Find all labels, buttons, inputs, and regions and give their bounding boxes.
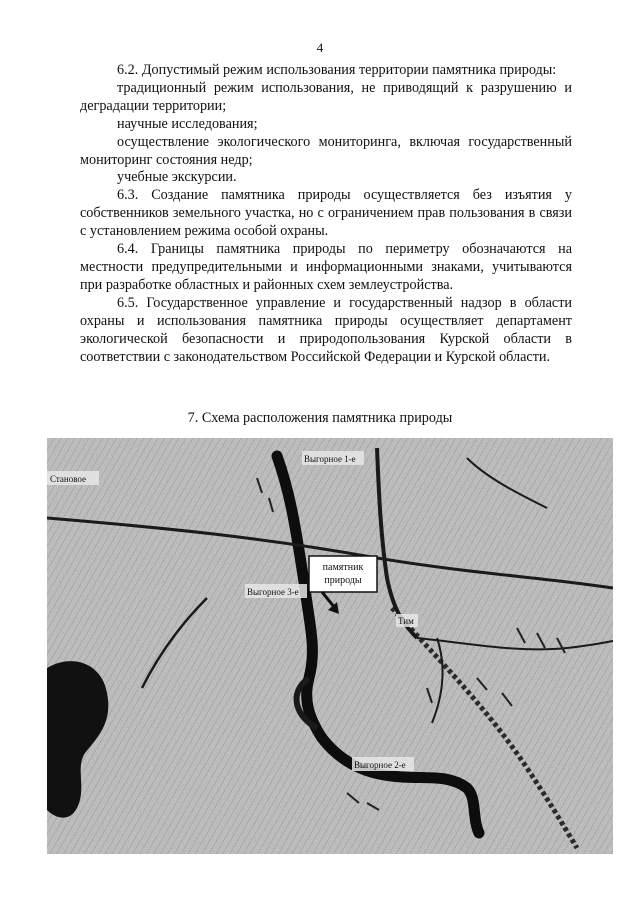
body-text [80,62,572,366]
place-label-vygornoe-3: Выгорное 3-е [247,587,299,597]
paragraph-6-4: 6.4. Границы памятника природы по периметру обозначаются на местности предупредительными и информационными знаками, учитываются при разработке областных и районных схем землеустройства. [80,241,572,293]
place-label-vygornoe-1: Выгорное 1-е [304,454,356,464]
paragraph-6-2-item-1: традиционный режим использования, не приводящий к разрушению и деградации территории; [80,79,572,114]
location-map [47,438,613,854]
paragraph-6-2-item-2: научные исследования; [117,115,258,132]
paragraph-6-2-item-3: осуществление экологического мониторинга, включая государственный мониторинг состояния недр; [80,133,572,168]
monument-label-line1: памятник [322,562,364,573]
paragraph-6-2-item-4: учебные экскурсии. [117,169,237,186]
paragraph-6-2: 6.2. Допустимый режим использования территории памятника природы: [117,62,557,78]
place-label-tim: Тим [398,616,414,626]
paragraph-6-3: 6.3. Создание памятника природы осуществляется без изъятия у собственников земельного участка, но с ограничением прав пользования в связи с установлением режима особой охраны. [80,187,572,240]
paragraph-6-5: 6.5. Государственное управление и государственный надзор в области охраны и использования памятника природы осуществляет департамент экологической безопасности и природопользования Курской области в соответствии с законодательством Российской Федерации и Курской области. [80,294,572,365]
section-heading: 7. Схема расположения памятника природы [187,410,453,426]
place-label-stanovoe: Становое [50,474,87,484]
map-hatching [47,438,613,854]
place-label-vygornoe-2: Выгорное 2-е [354,760,406,770]
page-number: 4 [316,40,324,55]
monument-label-line2: природы [324,575,362,586]
